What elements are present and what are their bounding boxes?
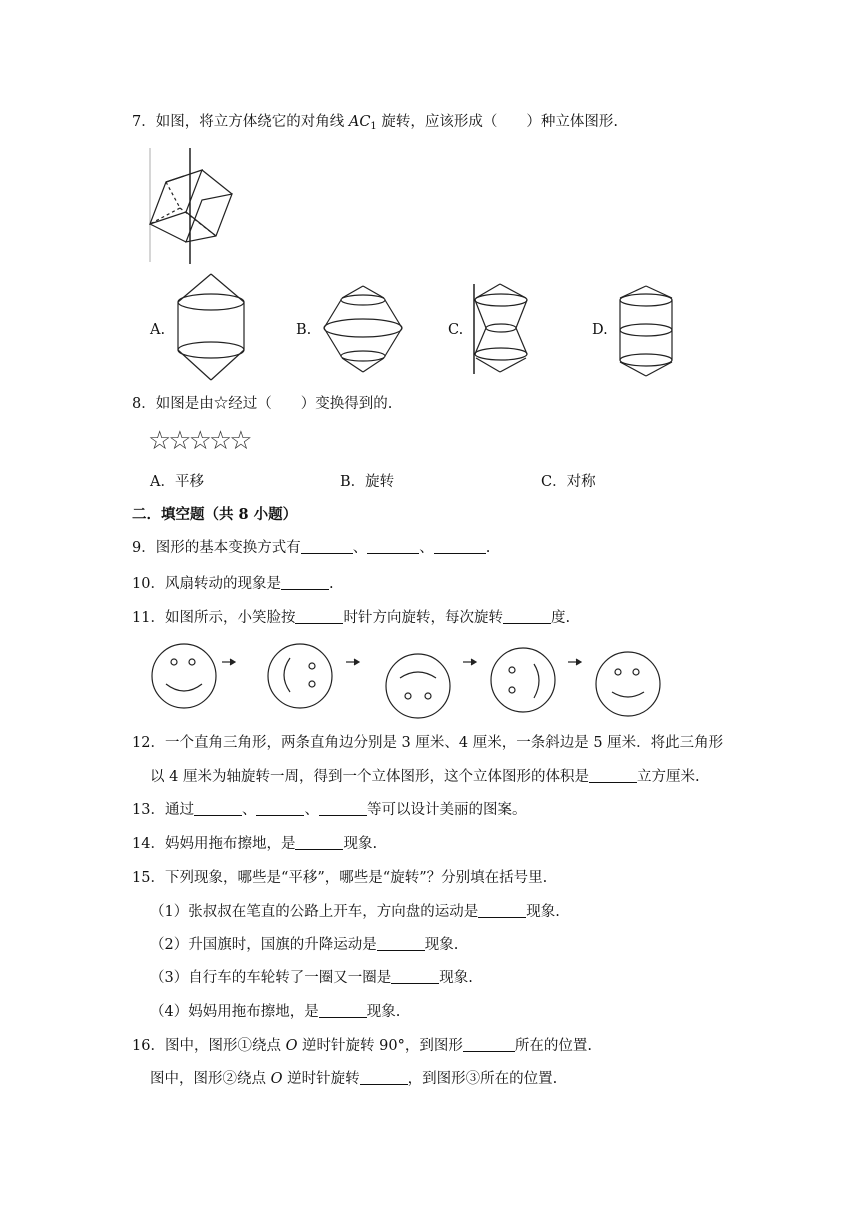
q16-var: O — [285, 1038, 298, 1054]
arrow-1 — [222, 659, 235, 665]
question-11 — [132, 608, 570, 628]
q7-option-d-label[interactable]: D. — [592, 322, 608, 338]
q14-end: 现象. — [343, 836, 378, 852]
question-12-line-1: 12．一个直角三角形，两条直角边分别是 3 厘米、4 厘米，一条斜边是 5 厘米．将此三角形 — [132, 735, 724, 751]
q16-blank-2[interactable] — [360, 1070, 408, 1085]
q7-option-a-label[interactable]: A. — [150, 322, 166, 338]
q7-var: AC — [348, 114, 371, 130]
option-a-solid[interactable] — [176, 274, 246, 384]
question-10 — [132, 574, 334, 594]
q15-item-2-end: 现象. — [424, 937, 459, 953]
q13-text: 13．通过 — [132, 802, 194, 818]
q15-item-2-blank[interactable] — [377, 936, 425, 951]
section-heading: 二．填空题（共 8 小题） — [132, 506, 298, 523]
q15-item-2 — [150, 935, 458, 955]
question-9 — [132, 538, 490, 558]
q11-text-a: 11．如图所示，小笑脸按 — [132, 610, 296, 626]
q16-blank-1[interactable] — [463, 1037, 515, 1052]
q15-item-1-blank[interactable] — [478, 903, 526, 918]
q14-text: 14．妈妈用拖布擦地，是 — [132, 836, 296, 852]
q7-sub: 1 — [370, 121, 377, 132]
q16-end: 所在的位置. — [514, 1038, 592, 1054]
smiley-face-3 — [386, 654, 450, 718]
q15-item-2-text: （2）升国旗时，国旗的升降运动是 — [150, 937, 377, 953]
option-c-solid[interactable] — [470, 284, 536, 376]
q7-number: 7． — [132, 114, 156, 130]
q16-line2-text-a: 图中，图形②绕点 — [150, 1071, 271, 1087]
q15-item-4 — [150, 1002, 400, 1022]
q15-item-3-text: （3）自行车的车轮转了一圈又一圈是 — [150, 970, 392, 986]
q9-blank-3[interactable] — [434, 539, 486, 554]
q16-line2-var: O — [270, 1071, 283, 1087]
smiley-face-1 — [152, 644, 216, 708]
q15-item-4-end: 现象. — [366, 1004, 401, 1020]
q12-text-b: 立方厘米. — [636, 769, 700, 785]
cube-rotation-figure — [150, 148, 240, 266]
q10-blank[interactable] — [281, 575, 329, 590]
smiley-sequence — [150, 640, 670, 724]
q16-text-a: 16．图中，图形①绕点 — [132, 1038, 286, 1054]
arrow-4 — [568, 659, 581, 665]
q15-item-3-blank[interactable] — [391, 969, 439, 984]
q15-item-1-end: 现象. — [526, 904, 560, 920]
smiley-face-4 — [491, 648, 555, 712]
q11-text-b: 时针方向旋转，每次旋转 — [343, 610, 503, 626]
q9-blank-1[interactable] — [301, 539, 353, 554]
q13-sep-1: 、 — [241, 802, 257, 818]
q10-end: . — [328, 576, 334, 592]
q9-sep-1: 、 — [352, 540, 368, 556]
q15-item-4-text: （4）妈妈用拖布擦地，是 — [150, 1004, 319, 1020]
option-d-solid[interactable] — [618, 286, 674, 378]
q7-option-c-label[interactable]: C. — [448, 322, 464, 338]
question-7 — [132, 112, 618, 137]
question-13 — [132, 800, 526, 820]
smiley-face-2 — [268, 644, 332, 708]
q8-option-b[interactable]: B．旋转 — [340, 474, 395, 490]
q12-blank[interactable] — [589, 768, 637, 783]
arrow-3 — [463, 659, 476, 665]
q16-text-b: 逆时针旋转 90°，到图形 — [297, 1038, 463, 1054]
option-b-solid[interactable] — [322, 286, 404, 374]
q16-line2-end: ，到图形③所在的位置. — [407, 1071, 558, 1087]
q7-text-b: 旋转，应该形成（ ）种立体图形. — [376, 114, 619, 130]
question-16-line-1 — [132, 1036, 592, 1056]
question-16-line-2 — [150, 1069, 557, 1089]
q7-text-a: 如图，将立方体绕它的对角线 — [155, 114, 349, 130]
q9-end: . — [485, 540, 491, 556]
star-row: ☆☆☆☆☆ — [148, 426, 250, 456]
q10-text: 10．风扇转动的现象是 — [132, 576, 281, 592]
q11-blank-2[interactable] — [503, 609, 551, 624]
q7-option-b-label[interactable]: B. — [296, 322, 312, 338]
q13-blank-3[interactable] — [319, 801, 367, 816]
q15-item-1-text: （1）张叔叔在笔直的公路上开车，方向盘的运动是 — [150, 904, 479, 920]
q8-option-c[interactable]: C．对称 — [541, 474, 596, 490]
q9-blank-2[interactable] — [367, 539, 419, 554]
q9-text: 9．图形的基本变换方式有 — [132, 540, 301, 556]
q15-item-4-blank[interactable] — [319, 1003, 367, 1018]
q9-sep-2: 、 — [419, 540, 434, 556]
question-15: 15．下列现象，哪些是“平移”，哪些是“旋转”？分别填在括号里. — [132, 870, 548, 886]
q15-item-3 — [150, 968, 473, 988]
arrow-2 — [346, 659, 359, 665]
q8-option-a[interactable]: A．平移 — [150, 474, 204, 490]
q16-line2-text-b: 逆时针旋转 — [282, 1071, 360, 1087]
q11-end: 度. — [550, 610, 571, 626]
question-14 — [132, 834, 377, 854]
q12-text-a: 以 4 厘米为轴旋转一周，得到一个立体图形，这个立体图形的体积是 — [150, 769, 589, 785]
q13-sep-2: 、 — [304, 802, 319, 818]
q14-blank[interactable] — [295, 835, 343, 850]
q13-blank-1[interactable] — [194, 801, 242, 816]
q13-blank-2[interactable] — [256, 801, 304, 816]
q11-blank-1[interactable] — [295, 609, 343, 624]
q15-item-3-end: 现象. — [439, 970, 473, 986]
smiley-face-5 — [596, 652, 660, 716]
question-12-line-2 — [150, 767, 700, 787]
question-8: 8．如图是由☆经过（ ）变换得到的. — [132, 396, 393, 412]
q13-end: 等可以设计美丽的图案。 — [366, 802, 527, 818]
q15-item-1 — [150, 902, 560, 922]
